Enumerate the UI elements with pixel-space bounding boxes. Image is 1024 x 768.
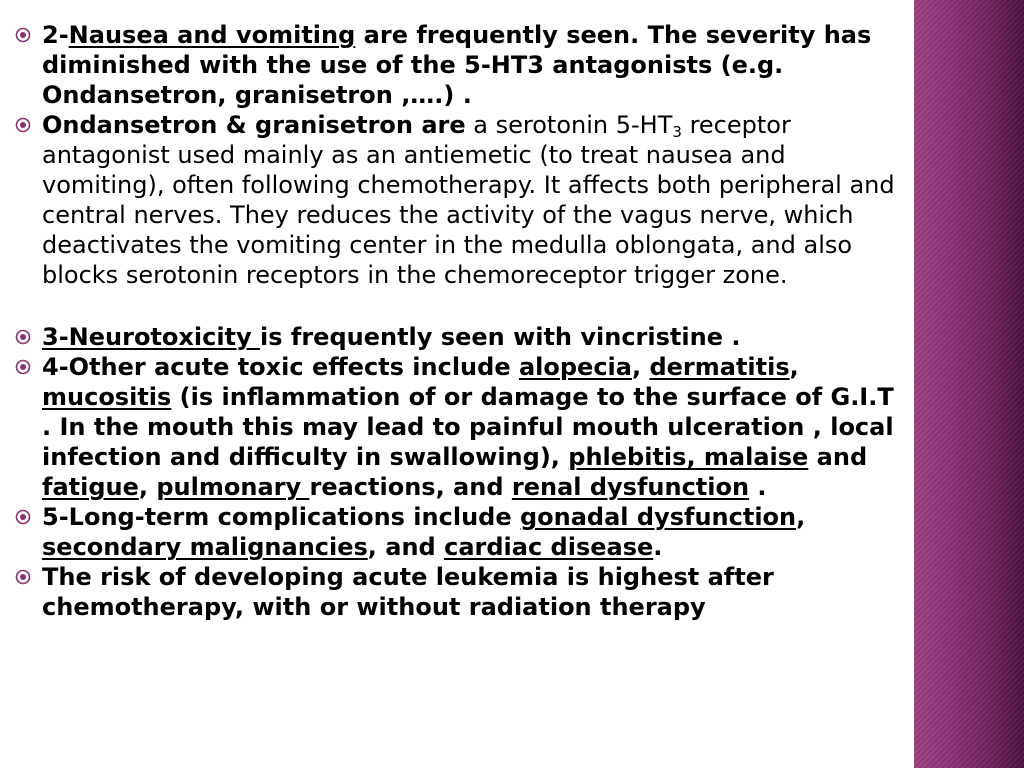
underlined-term: pulmonary xyxy=(156,473,310,501)
bullet-text: , xyxy=(789,353,799,381)
bullet-list xyxy=(12,20,908,622)
underlined-term: 3-Neurotoxicity xyxy=(42,323,261,351)
bullet-item xyxy=(12,562,908,622)
bullet-item xyxy=(12,110,908,290)
underlined-term: Nausea and vomiting xyxy=(68,21,356,49)
bullet-item xyxy=(12,352,908,502)
bullet-text: . xyxy=(749,473,767,501)
underlined-term: , malaise xyxy=(686,443,809,471)
bullet-text: The risk of developing acute leukemia is highest after chemotherapy, with or without radiation therapy xyxy=(42,563,774,621)
underlined-term: phlebitis xyxy=(568,443,687,471)
bullet-text: receptor antagonist used mainly as an antiemetic (to treat nausea and vomiting), often following chemotherapy. It affects both peripheral and central nerves. They reduces the activity of the vagus nerve, which deactivates the vomiting center in the medulla oblongata, and also blocks serotonin receptors in the chemoreceptor trigger zone. xyxy=(42,111,895,289)
bullet-text: Ondansetron & granisetron are xyxy=(42,111,466,139)
bullet-text: a serotonin 5-HT xyxy=(465,111,673,139)
bullet-item xyxy=(12,20,908,110)
underlined-term: renal dysfunction xyxy=(511,473,750,501)
bullet-text: 5-Long-term complications include xyxy=(42,503,520,531)
bullet-text: , and xyxy=(367,533,445,561)
underlined-term: alopecia xyxy=(518,353,632,381)
bullet-text: are frequently seen. The severity has diminished with the use of the 5-HT3 antagonists (e.g. Ondansetron, granisetron ,….) . xyxy=(42,21,872,109)
bullet-text: (is inflammation of or damage to the surface of G.I.T . In the mouth this may lead to painful mouth ulceration , local infection and difficulty in swallowing), xyxy=(42,383,894,471)
bullet-text: 2- xyxy=(42,21,69,49)
circle-dot-icon xyxy=(14,358,32,376)
circle-dot-icon xyxy=(14,328,32,346)
underlined-term: cardiac disease xyxy=(444,533,654,561)
subscript-text: 3 xyxy=(672,123,682,141)
underlined-term: gonadal dysfunction xyxy=(519,503,797,531)
underlined-term: dermatitis xyxy=(649,353,790,381)
circle-dot-icon xyxy=(14,26,32,44)
underlined-term: secondary malignancies xyxy=(42,533,368,561)
circle-dot-icon xyxy=(14,116,32,134)
bullet-text: , xyxy=(138,473,157,501)
underlined-term: fatigue xyxy=(42,473,139,501)
circle-dot-icon xyxy=(14,508,32,526)
bullet-text: 4-Other acute toxic effects include xyxy=(42,353,519,381)
bullet-text: is frequently seen with vincristine . xyxy=(260,323,741,351)
bullet-text: . xyxy=(653,533,663,561)
decorative-side-bar xyxy=(914,0,1024,768)
bullet-text: , xyxy=(631,353,650,381)
bullet-item xyxy=(12,502,908,562)
underlined-term: mucositis xyxy=(42,383,172,411)
paragraph-spacer xyxy=(12,290,908,322)
bullet-text: reactions, and xyxy=(309,473,512,501)
bullet-text: and xyxy=(808,443,868,471)
bullet-item xyxy=(12,322,908,352)
bullet-text: , xyxy=(796,503,806,531)
circle-dot-icon xyxy=(14,568,32,586)
